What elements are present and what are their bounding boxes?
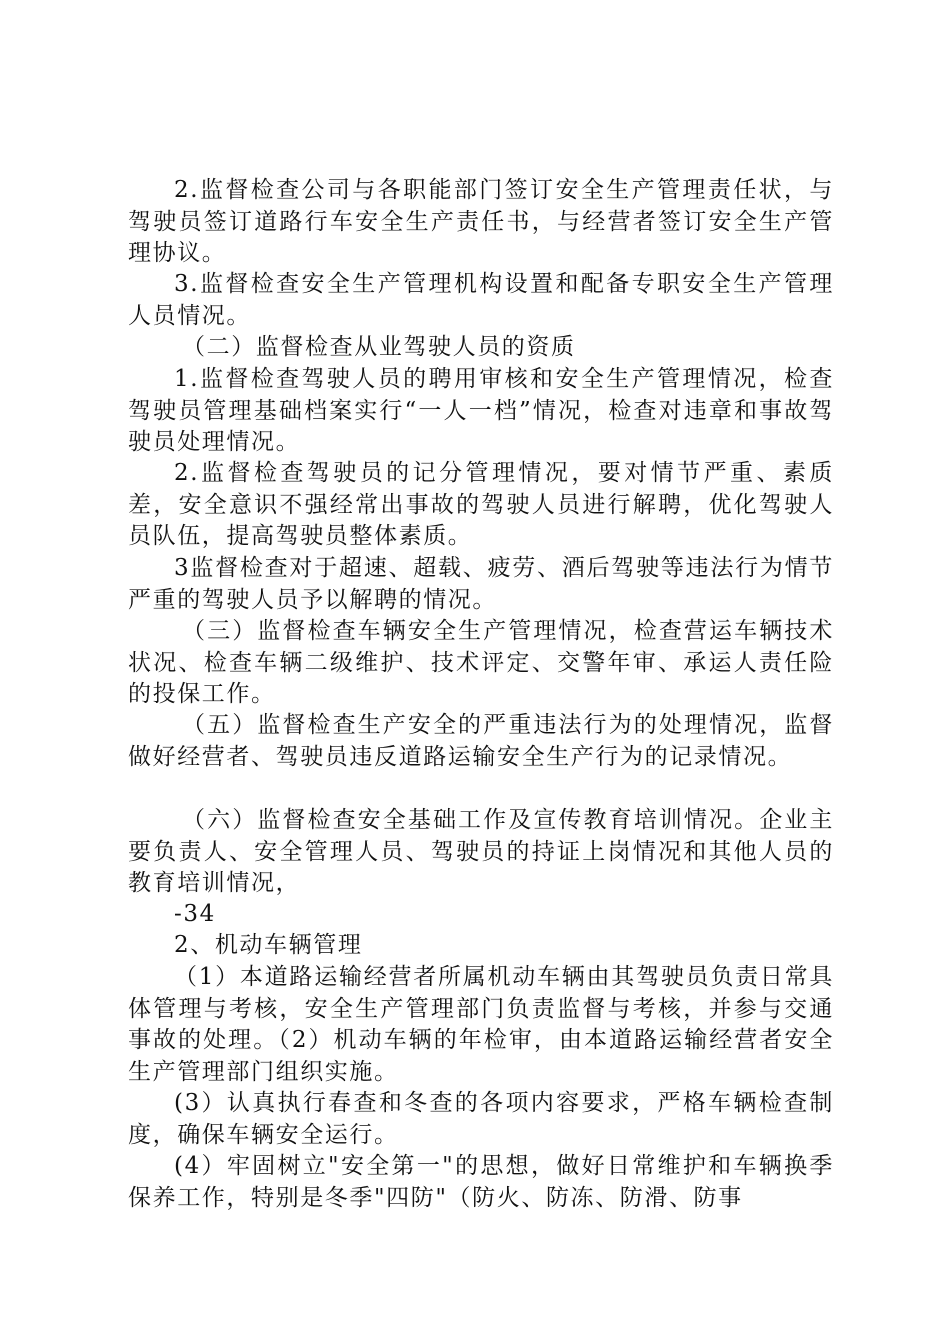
paragraph-serious-violations: 3监督检查对于超速、超载、疲劳、酒后驾驶等违法行为情节严重的驾驶人员予以解聘的情况。 [128,555,834,613]
paragraph-driver-points: 2.监督检查驾驶员的记分管理情况，要对情节严重、素质差，安全意识不强经常出事故的驾驶人员进行解聘，优化驾驶人员队伍，提高驾驶员整体素质。 [128,460,834,549]
section-heading-violation-handling: （五）监督检查生产安全的严重违法行为的处理情况，监督做好经营者、驾驶员违反道路运输安全生产行为的记录情况。 [128,712,834,770]
section-heading-driver-qualification: （二）监督检查从业驾驶人员的资质 [182,334,576,360]
section-heading-vehicle-safety: （三）监督检查车辆安全生产管理情况，检查营运车辆技术状况、检查车辆二级维护、技术评定、交警年审、承运人责任险的投保工作。 [128,618,834,707]
paragraph-vehicle-responsibility: （1）本道路运输经营者所属机动车辆由其驾驶员负责日常具体管理与考核，安全生产管理部门负责监督与考核，并参与交通事故的处理。（2）机动车辆的年检审，由本道路运输经营者安全生产管理部门组织实施。 [128,964,834,1085]
paragraph-safety-first: (4）牢固树立"安全第一"的思想，做好日常维护和车辆换季保养工作，特别是冬季"四防"（防火、防冻、防滑、防事 [128,1153,834,1211]
paragraph-safety-staffing: 3.监督检查安全生产管理机构设置和配备专职安全生产管理人员情况。 [128,271,834,329]
section-heading-vehicle-management: 2、机动车辆管理 [174,932,363,958]
page-number: -34 [174,901,216,927]
paragraph-responsibility-contracts: 2.监督检查公司与各职能部门签订安全生产管理责任状，与驾驶员签订道路行车安全生产责任书，与经营者签订安全生产管理协议。 [128,177,834,266]
paragraph-seasonal-inspection: (3）认真执行春查和冬查的各项内容要求，严格车辆检查制度，确保车辆安全运行。 [128,1090,834,1148]
paragraph-driver-hiring: 1.监督检查驾驶人员的聘用审核和安全生产管理情况，检查驾驶员管理基础档案实行“一人一档”情况，检查对违章和事故驾驶员处理情况。 [128,366,834,455]
section-heading-training: （六）监督检查安全基础工作及宣传教育培训情况。企业主要负责人、安全管理人员、驾驶员的持证上岗情况和其他人员的教育培训情况， [128,807,834,896]
